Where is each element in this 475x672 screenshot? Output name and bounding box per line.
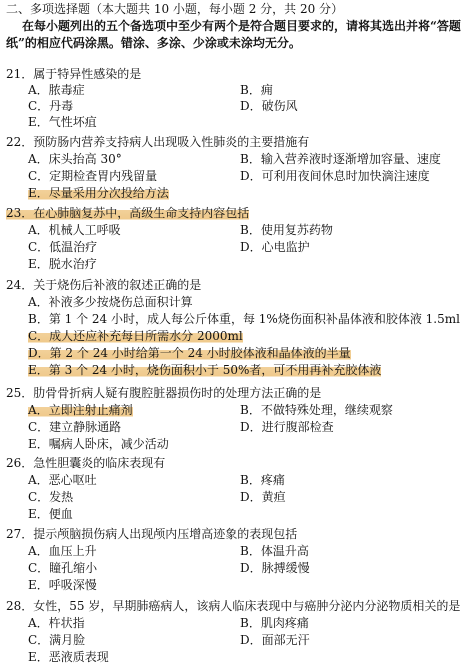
option-b[interactable]: B．疼痛 (240, 473, 285, 487)
option-c[interactable]: C．定期检查胃内残留量 (28, 169, 158, 183)
option-a[interactable]: A．床头抬高 30° (28, 152, 122, 166)
option-b[interactable]: B．痈 (240, 83, 273, 97)
option-b[interactable]: B．输入营养液时逐渐增加容量、速度 (240, 152, 441, 166)
option-d[interactable]: D．破伤风 (240, 99, 298, 113)
option-e[interactable]: E．气性坏疽 (28, 115, 97, 129)
question-stem: 25．肋骨骨折病人疑有腹腔脏器损伤时的处理方法正确的是 (6, 386, 322, 400)
option-c[interactable]: C．满月脸 (28, 633, 86, 647)
option-c[interactable]: C．瞳孔缩小 (28, 561, 98, 575)
option-a[interactable]: A．恶心呕吐 (28, 473, 97, 487)
option-a[interactable]: A．杵状指 (28, 616, 85, 630)
question-stem: 28．女性，55 岁，早期肺癌病人，该病人临床表现中与癌肿分泌内分泌物质相关的是 (6, 599, 461, 613)
question-stem: 23．在心肺脑复苏中，高级生命支持内容包括 (6, 206, 250, 220)
option-a[interactable]: A．血压上升 (28, 544, 97, 558)
question-stem: 24．关于烧伤后补液的叙述正确的是 (6, 278, 202, 292)
question-stem: 27．提示颅脑损伤病人出现颅内压增高迹象的表现包括 (6, 527, 298, 541)
option-a[interactable]: A．立即注射止痛剂 (28, 403, 133, 417)
question-stem: 22．预防肠内营养支持病人出现吸入性肺炎的主要措施有 (6, 135, 310, 149)
option-b[interactable]: B．体温升高 (240, 544, 309, 558)
option-e[interactable]: E．恶液质表现 (28, 650, 109, 664)
option-d[interactable]: D．第 2 个 24 小时给第一个 24 小时胶体液和晶体液的半量 (28, 346, 351, 360)
question-stem: 26．急性胆囊炎的临床表现有 (6, 456, 166, 470)
question-stem: 21．属于特异性感染的是 (6, 67, 142, 81)
option-b[interactable]: B．不做特殊处理，继续观察 (240, 403, 393, 417)
option-c[interactable]: C．丹毒 (28, 99, 74, 113)
option-c[interactable]: C．低温治疗 (28, 240, 98, 254)
option-e[interactable]: E．嘱病人卧床，减少活动 (28, 437, 169, 451)
option-a[interactable]: A．机械人工呼吸 (28, 223, 121, 237)
option-e[interactable]: E．便血 (28, 507, 73, 521)
option-e[interactable]: E．呼吸深慢 (28, 578, 97, 592)
option-c[interactable]: C．成人还应补充每日所需水分 2000ml (28, 329, 243, 343)
option-d[interactable]: D．进行腹部检查 (240, 420, 334, 434)
option-e[interactable]: E．脱水治疗 (28, 257, 97, 271)
option-e[interactable]: E．尽量采用分次投给方法 (28, 186, 169, 200)
option-e[interactable]: E．第 3 个 24 小时，烧伤面积小于 50%者，可不用再补充胶体液 (28, 363, 382, 377)
option-b[interactable]: B．肌肉疼痛 (240, 616, 309, 630)
option-b[interactable]: B．使用复苏药物 (240, 223, 333, 237)
option-c[interactable]: C．发热 (28, 490, 74, 504)
option-c[interactable]: C．建立静脉通路 (28, 420, 122, 434)
option-d[interactable]: D．黄疸 (240, 490, 286, 504)
section-title: 二、多项选择题（本大题共 10 小题，每小题 2 分，共 20 分） (6, 2, 344, 16)
section-instruction-line-2: 纸”的相应代码涂黑。错涂、多涂、少涂或未涂均无分。 (6, 36, 301, 50)
option-d[interactable]: D．心电监护 (240, 240, 310, 254)
option-d[interactable]: D．脉搏缓慢 (240, 561, 310, 575)
option-b[interactable]: B．第 1 个 24 小时，成人每公斤体重，每 1%烧伤面积补晶体液和胶体液 1.5ml (28, 312, 460, 326)
option-a[interactable]: A．补液多少按烧伤总面积计算 (28, 295, 193, 309)
section-instruction-line-1: 在每小题列出的五个备选项中至少有两个是符合题目要求的，请将其选出并将“答题 (22, 19, 461, 33)
section-header (6, 1, 468, 52)
option-d[interactable]: D．可利用夜间休息时加快滴注速度 (240, 169, 430, 183)
option-d[interactable]: D．面部无汗 (240, 633, 310, 647)
option-a[interactable]: A．脓毒症 (28, 83, 85, 97)
